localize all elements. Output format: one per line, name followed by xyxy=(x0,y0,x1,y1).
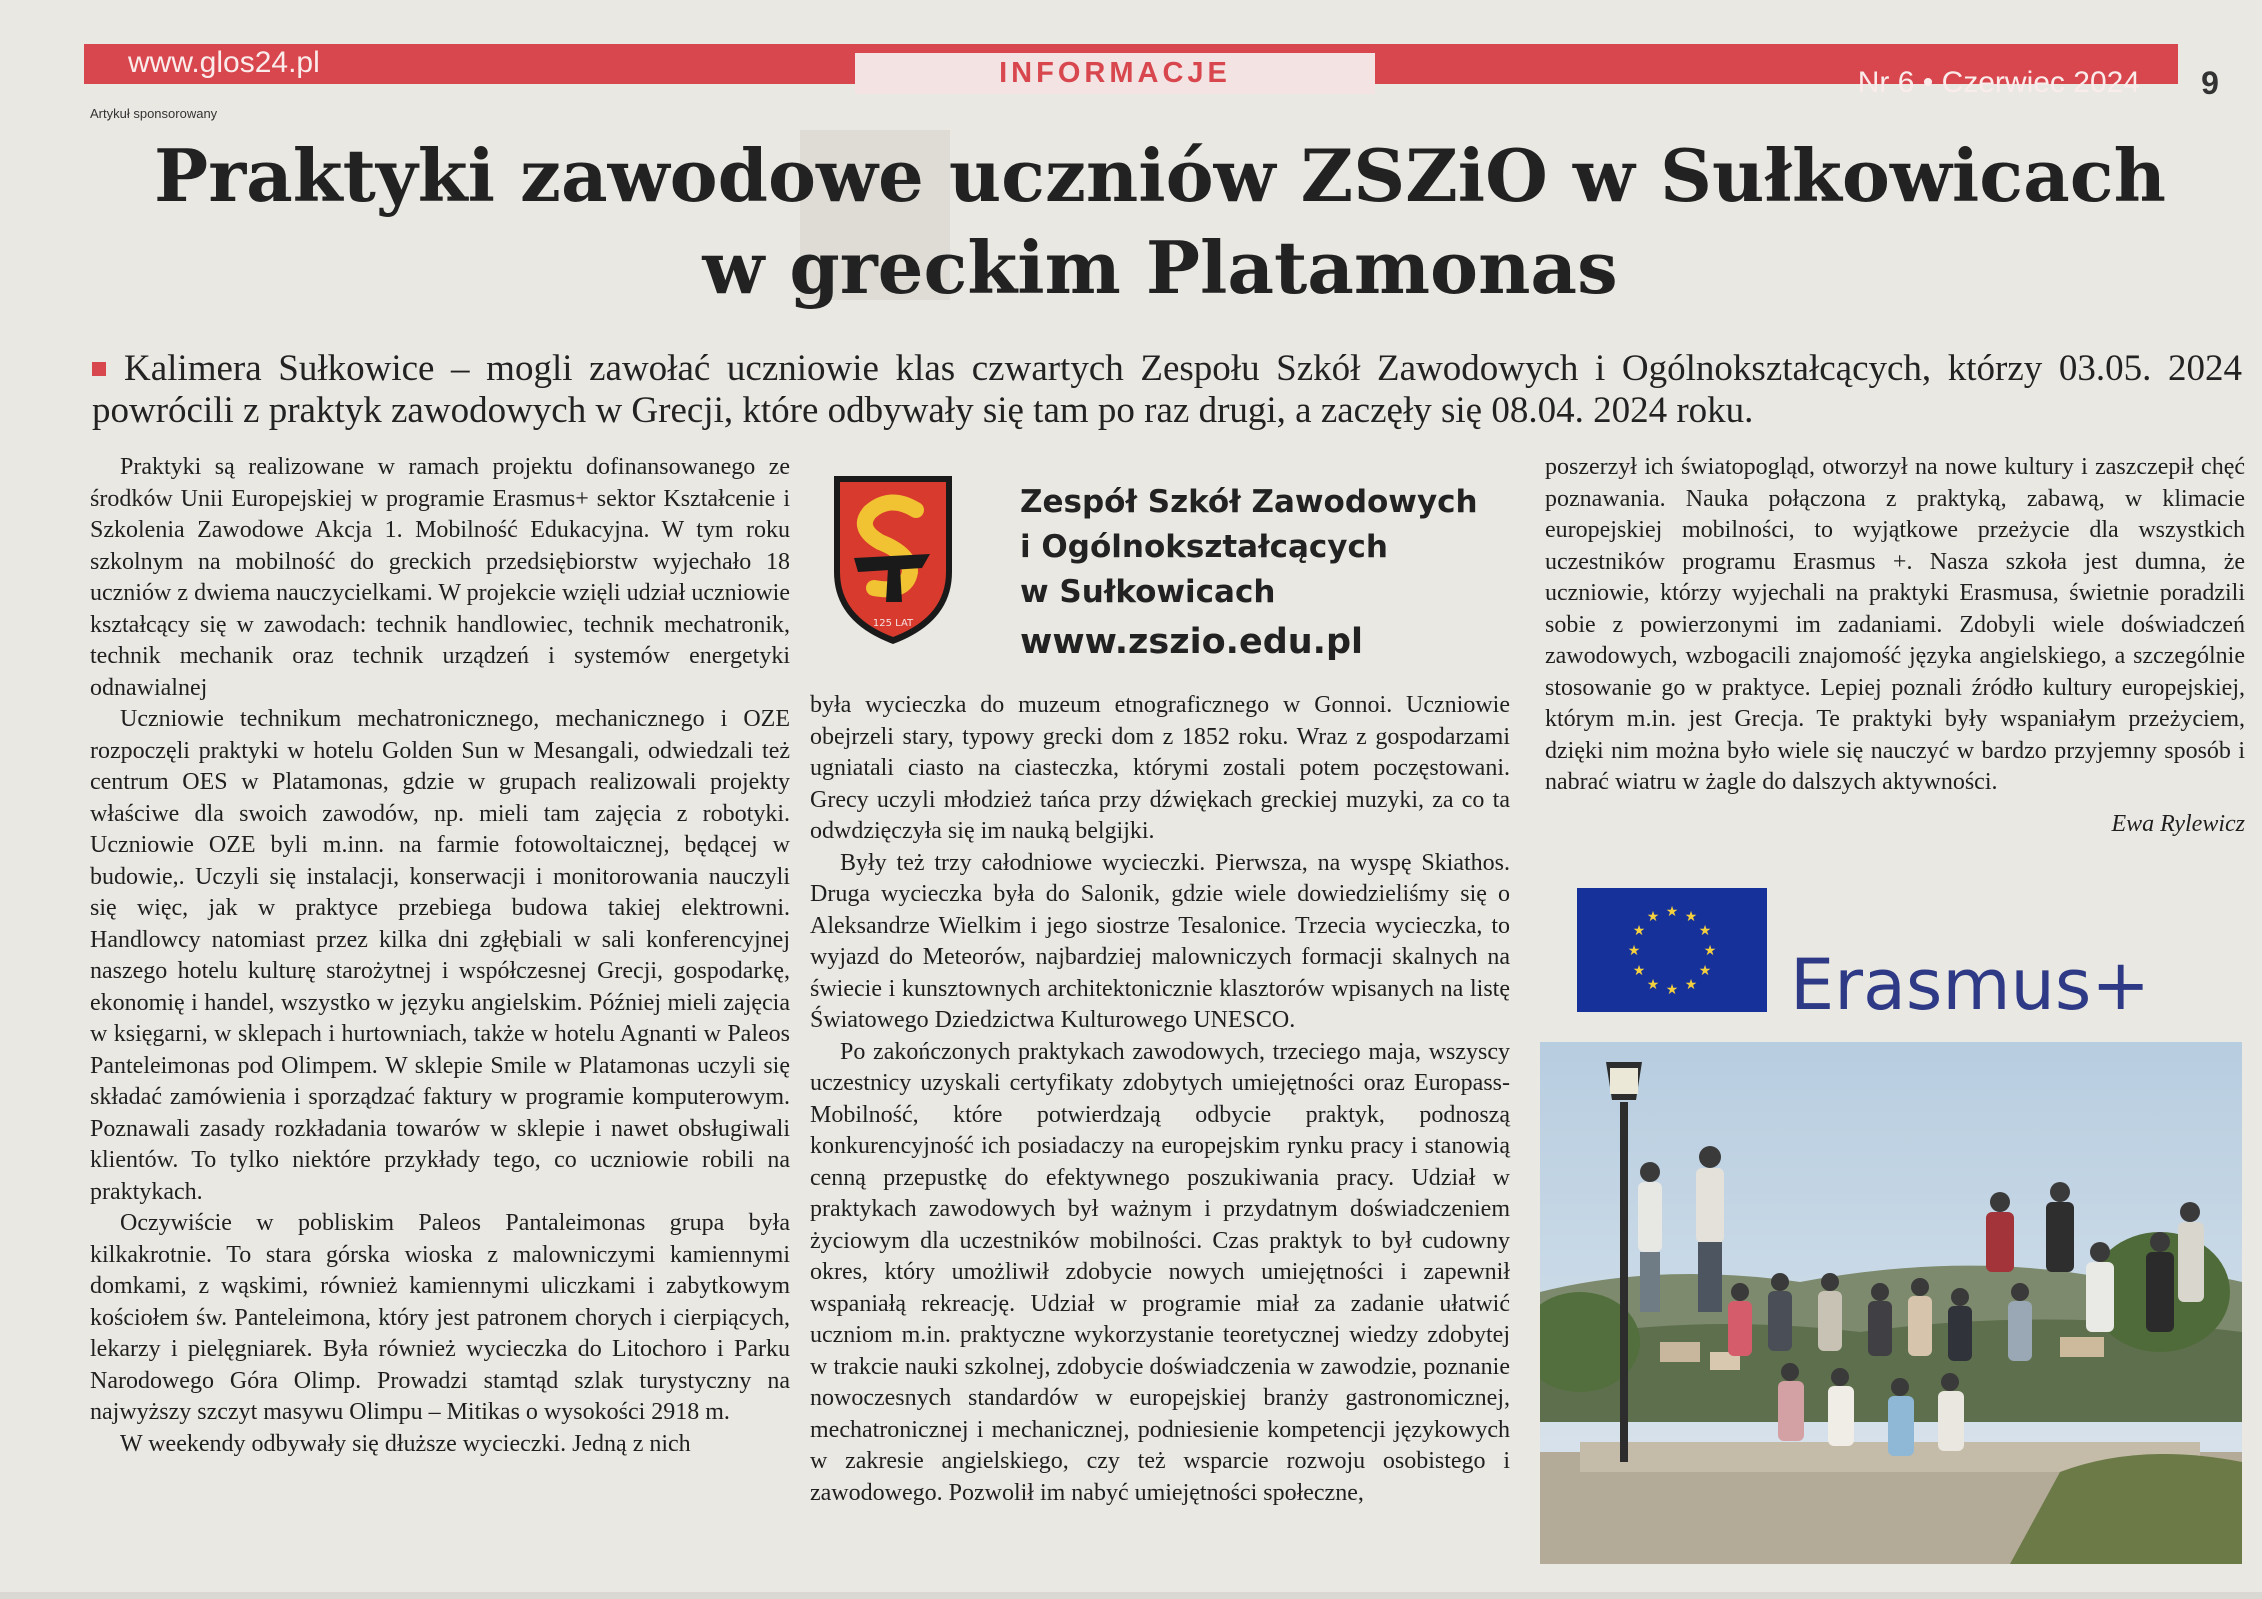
school-name-line-1: Zespół Szkół Zawodowych xyxy=(1020,484,1478,520)
group-photo xyxy=(1540,1042,2242,1564)
svg-text:★: ★ xyxy=(1684,909,1698,925)
group-photo-illustration xyxy=(1540,1042,2242,1564)
paragraph: była wycieczka do muzeum etnograficznego w Gonnoi. Uczniowie obejrzeli stary, typowy grecki dom z 1852 roku. Wraz z gospodarzami ugniatali ciasto na ciasteczka, którymi zostali potem poczęstowani. Grecy uczyli młodzież tańca przy dźwiękach greckiej muzyki, za co ta odwdzięczyła się im nauką belgijki. xyxy=(810,692,1510,844)
svg-text:★: ★ xyxy=(1703,943,1717,959)
article-title-line-2: w greckim Platamonas xyxy=(702,225,1618,310)
paragraph: Były też trzy całodniowe wycieczki. Pierwsza, na wyspę Skiathos. Druga wycieczka była do Salonik, gdzie wiele dowiedzieliśmy się o Aleksandrze Wielkim i jego siostrze Tesalonice. Trzecia wycieczka, to wyjazd do Meteorów, najbardziej malowniczych formacji skalnych na świecie i kunsztownych architektonicznie klasztorów wpisanych na listę Światowego Dziedzictwa Kulturowego UNESCO. xyxy=(810,849,1510,1033)
section-label: INFORMACJE xyxy=(855,53,1375,94)
issue-info: Nr 6 • Czerwiec 2024 xyxy=(1857,66,2140,99)
svg-text:★: ★ xyxy=(1627,943,1641,959)
article-column-1 xyxy=(90,452,790,1460)
svg-text:★: ★ xyxy=(1665,982,1679,998)
lead-text: Kalimera Sułkowice – mogli zawołać uczniowie klas czwartych Zespołu Szkół Zawodowych i Ogólnokształcących, którzy 03.05. 2024 powrócili z praktyk zawodowych w Grecji, które odbywały się tam po raz drugi, a zaczęły się 08.04. 2024 roku. xyxy=(92,348,2242,431)
school-name xyxy=(1020,480,1520,615)
paragraph: W weekendy odbywały się dłuższe wycieczki. Jedną z nich xyxy=(120,1430,691,1457)
svg-text:★: ★ xyxy=(1665,904,1679,920)
school-name-line-3: w Sułkowicach xyxy=(1020,574,1276,610)
svg-text:★: ★ xyxy=(1684,977,1698,993)
school-name-line-2: i Ogólnokształcących xyxy=(1020,529,1388,565)
school-logo-block xyxy=(820,460,1520,680)
svg-text:★: ★ xyxy=(1698,963,1712,979)
lead-bullet-icon xyxy=(92,362,106,376)
article-lead xyxy=(92,348,2242,432)
svg-text:★: ★ xyxy=(1646,977,1660,993)
article-column-2 xyxy=(810,690,1510,1509)
erasmus-wordmark: Erasmus+ xyxy=(1790,944,2151,1026)
svg-text:★: ★ xyxy=(1698,923,1712,939)
paragraph: Praktyki są realizowane w ramach projektu dofinansowanego ze środków Unii Europejskiej w programie Erasmus+ sektor Kształcenie i Szkolenia Zawodowe Akcja 1. Mobilność Edukacyjna. W tym roku szkolnym na mobilność do greckich przedsiębiorstw wyjechało 18 uczniów z dwiema nauczycielkami. W projekcie wzięli udział uczniowie kształcący się w zawodach: technik handlowiec, technik mechatronik, technik mechanik oraz technik urządzeń i systemów energetyki odnawialnej xyxy=(90,454,790,701)
article-author: Ewa Rylewicz xyxy=(2111,810,2245,837)
article-title xyxy=(90,130,2230,314)
article-column-3 xyxy=(1545,452,2245,840)
shield-anniversary-text: 125 LAT xyxy=(872,618,914,629)
sponsored-label: Artykuł sponsorowany xyxy=(90,106,218,121)
svg-text:★: ★ xyxy=(1646,909,1660,925)
site-url[interactable]: www.glos24.pl xyxy=(128,46,320,79)
svg-text:★: ★ xyxy=(1632,923,1646,939)
paragraph: Po zakończonych praktykach zawodowych, trzeciego maja, wszyscy uczestnicy uzyskali certyfikaty zdobytych umiejętności oraz Europass-Mobilność, które potwierdzają odbycie praktyk, podnoszą konkurencyjność ich posiadaczy na europejskim rynku pracy i stanowią cenną przepustkę do efektywnego poszukiwania pracy. Udział w praktykach zawodowych był ważnym i przydatnym doświadczeniem życiowym dla uczestników mobilności. Czas praktyk to był cudowny okres, który umożliwił zdobycie nowych umiejętności i zapewnił wspaniałą rekreację. Udział w programie miał za zadanie ułatwić uczniom m.in. praktyczne wykorzystanie teoretycznej wiedzy zdobytej w trakcie nauki szkolnej, zdobycie doświadczenia w zawodzie, poznanie nowoczesnych standardów w europejskiej branży gastronomicznej, mechatronicznej i mechanicznej, podniesienie kompetencji językowych w zakresie angielskiego, czy też wsparcie rozwoju osobistego i zawodowego. Pozwolił im nabyć umiejętności społeczne, xyxy=(810,1038,1510,1506)
page-bottom-edge xyxy=(0,1592,2262,1599)
page-number: 9 xyxy=(2201,65,2219,101)
svg-text:★: ★ xyxy=(1632,963,1646,979)
article-title-line-1: Praktyki zawodowe uczniów ZSZiO w Sułkowicach xyxy=(154,133,2166,218)
paragraph: Oczywiście w pobliskim Paleos Pantaleimonas grupa była kilkakrotnie. To stara górska wioska z malowniczymi kamiennymi domkami, z wąskimi, również kamiennymi uliczkami i zabytkowym kościołem św. Panteleimona, który jest patronem chorych i cierpiących, lekarzy i pielęgniarek. Była również wycieczka do Litochoro i Parku Narodowego Góra Olimp. Prowadzi stamtąd szlak turystyczny na najwyższy szczyt masywu Olimpu – Mitikas o wysokości 2918 m. xyxy=(90,1210,790,1425)
school-url[interactable]: www.zszio.edu.pl xyxy=(1020,622,1364,662)
paragraph: poszerzył ich światopogląd, otworzył na nowe kultury i zaszczepił chęć poznawania. Nauka połączona z praktyką, zabawą, w klimacie europejskiej mobilności, to wyjątkowe przeżycie dla wszystkich uczestników programu Erasmus +. Nasza szkoła jest dumna, że uczniowie, którzy wyjechali na praktyki Erasmusa, świetnie poradzili sobie z powierzonymi im zadaniami. Zdobyli wiele doświadczeń zawodowych, wzbogacili znajomość języka angielskiego, a szczególnie stosowanie go w praktyce. Lepiej poznali źródło kultury europejskiej, którym m.in. jest Grecja. Te praktyki były wspaniałym przeżyciem, dzięki nim można było wiele się nauczyć w bardzo przyjemny sposób i nabrać wiatru w żagle do dalszych aktywności. xyxy=(1545,454,2245,795)
school-shield-icon xyxy=(830,472,956,648)
paragraph: Uczniowie technikum mechatronicznego, mechanicznego i OZE rozpoczęli praktyki w hotelu Golden Sun w Mesangali, odwiedzali też centrum OES w Platamonas, gdzie w grupach realizowali projekty właściwe dla swoich zawodów, np. mieli tam zajęcia z robotyki. Uczniowie OZE byli m.inn. na farmie fotowoltaicznej, będącej w budowie,. Uczyli się instalacji, konserwacji i monitorowania nauczyli się więc, jak w praktyce przebiega budowa takiej elektrowni. Handlowcy natomiast przez kilka dni zgłębiali w sali konferencyjnej naszego hotelu kulturę starożytnej i współczesnej Grecji, gospodarkę, ekonomię i handel, wszystko w języku angielskim. Później mieli zajęcia w księgarni, w sklepach i hurtowniach, także w hotelu Agnanti w Paleos Panteleimonas pod Olimpem. W sklepie Smile w Platamonas uczyli się składać zamówienia i sporządzać faktury w programie komputerowym. Poznawali zasady rozkładania towarów w sklepie i nawet obsługiwali klientów. To tylko niektóre przykłady tego, co uczniowie robili na praktykach. xyxy=(90,706,790,1205)
eu-flag-icon xyxy=(1577,888,1767,1012)
